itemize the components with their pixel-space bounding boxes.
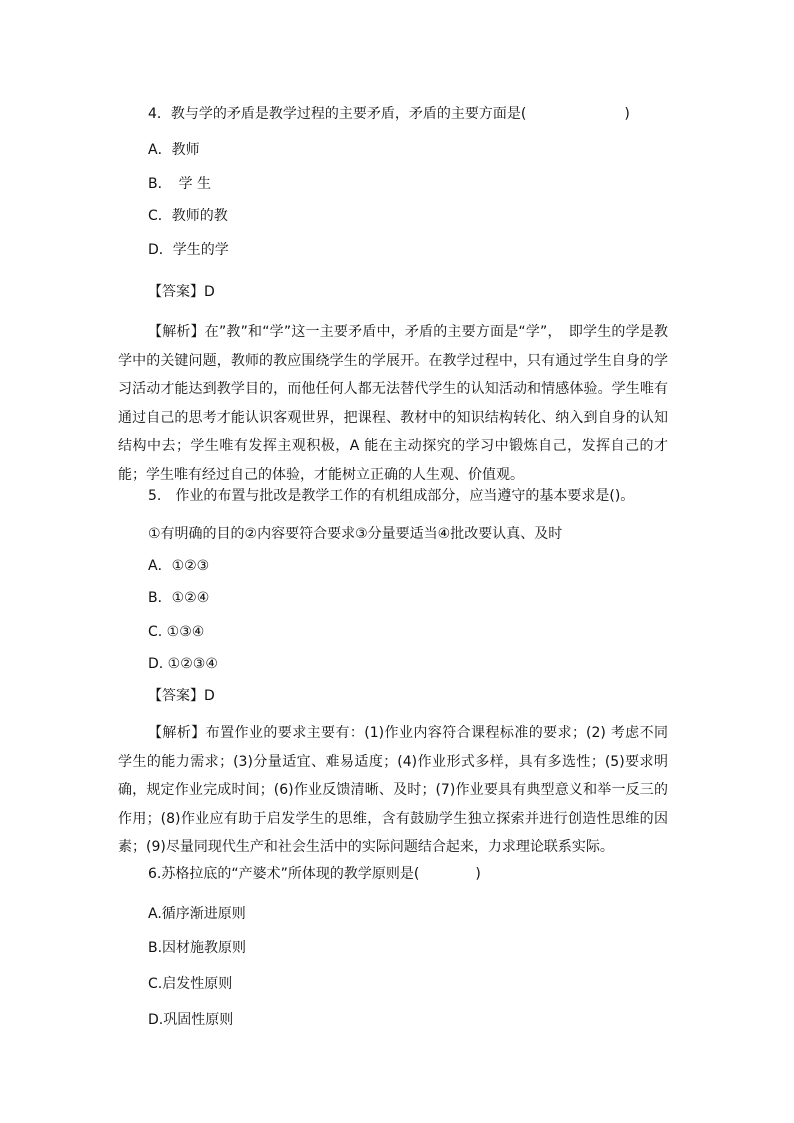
q4-answer: 【答案】D (148, 284, 215, 300)
q6-stem: 6.苏格拉底的“产婆术”所体现的教学原则是( ) (148, 866, 481, 882)
q5-option-d: D. ①②③④ (148, 656, 218, 672)
q6-option-c: C.启发性原则 (148, 976, 233, 992)
q5-analysis: 【解析】布置作业的要求主要有：(1)作业内容符合课程标准的要求；(2) 考虑不同学生的能力需求；(3)分量适宜、难易适度；(4)作业形式多样，具有多选性；(5)要求明确，规定作业完成时间；(6)作业反馈清晰、及时；(7)作业要具有典型意义和举一反三的作用；(8)作业应有助于启发学生的思维，含有鼓励学生独立探索并进行创造性思维的因素；(9)尽量同现代生产和社会生活中的实际问题结合起来，力求理论联系实际。 (118, 725, 668, 856)
q4-option-c: C．教师的教 (148, 208, 228, 224)
q5-option-c: C. ①③④ (148, 624, 205, 640)
q5-stem: 5. 作业的布置与批改是教学工作的有机组成部分，应当遵守的基本要求是()。 (148, 488, 635, 504)
q6-option-d: D.巩固性原则 (148, 1012, 234, 1028)
q4-analysis: 【解析】在”教”和“学”这一主要矛盾中，矛盾的主要方面是“学”， 即学生的学是教学中的关键问题，教师的教应围绕学生的学展开。在教学过程中，只有通过学生自身的学习活动才能达到教学目的，而他任何人都无法替代学生的认知活动和情感体验。学生唯有通过自己的思考才能认识客观世界，把课程、教材中的知识结构转化、纳入到自身的认知结构中去；学生唯有发挥主观积极，A 能在主动探究的学习中锻炼自己，发挥自己的才能；学生唯有经过自己的体验，才能树立正确的人生观、价值观。 (118, 324, 668, 483)
q4-option-d: D．学生的学 (148, 242, 229, 258)
q4-stem: 4．教与学的矛盾是教学过程的主要矛盾，矛盾的主要方面是( ) (148, 106, 630, 122)
q6-option-a: A.循序渐进原则 (148, 906, 246, 922)
q5-option-a: A．①②③ (148, 558, 210, 574)
q5-items: ①有明确的目的②内容要符合要求③分量要适当④批改要认真、及时 (148, 526, 563, 542)
q6-option-b: B.因材施教原则 (148, 940, 247, 956)
q4-option-a: A．教师 (148, 142, 200, 158)
q5-answer: 【答案】D (148, 688, 215, 704)
q4-option-b: B． 学 生 (148, 176, 212, 192)
q5-option-b: B．①②④ (148, 590, 210, 606)
